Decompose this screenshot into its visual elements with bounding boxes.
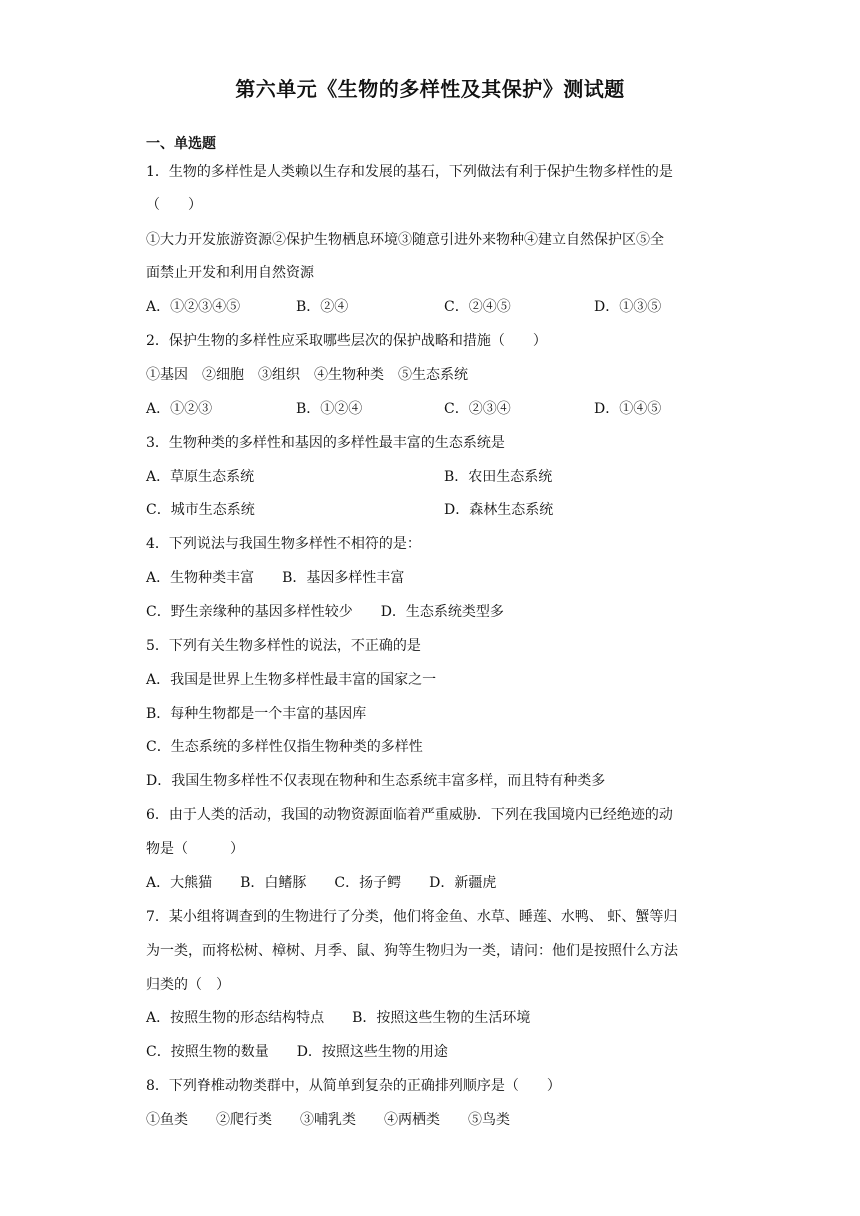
q5-option-c: C．生态系统的多样性仅指生物种类的多样性 (146, 739, 423, 755)
q6-options: A．大熊猫 B．白鳍豚 C．扬子鳄 D．新疆虎 (146, 875, 497, 891)
q5-option-b: B．每种生物都是一个丰富的基因库 (146, 706, 367, 722)
q7-options-line-2: C．按照生物的数量 D．按照这些生物的用途 (146, 1044, 448, 1060)
q1-stem-line-1: 1．生物的多样性是人类赖以生存和发展的基石，下列做法有利于保护生物多样性的是 (146, 164, 673, 180)
q3-option-d: D．森林生态系统 (444, 502, 554, 518)
q7-options-line-1: A．按照生物的形态结构特点 B．按照这些生物的生活环境 (146, 1010, 531, 1026)
section-heading: 一、单选题 (146, 136, 216, 152)
q7-stem-line-2: 为一类，而将松树、樟树、月季、鼠、狗等生物归为一类，请问：他们是按照什么方法 (146, 943, 678, 959)
q3-stem: 3．生物种类的多样性和基因的多样性最丰富的生态系统是 (146, 435, 505, 451)
q8-stem: 8．下列脊椎动物类群中，从简单到复杂的正确排列顺序是（ ） (146, 1078, 561, 1094)
q5-stem: 5．下列有关生物多样性的说法，不正确的是 (146, 638, 421, 654)
q1-option-b: B．②④ (296, 299, 349, 315)
q4-stem: 4．下列说法与我国生物多样性不相符的是： (146, 536, 421, 552)
q5-option-d: D．我国生物多样性不仅表现在物种和生态系统丰富多样，而且特有种类多 (146, 773, 606, 789)
page-title: 第六单元《生物的多样性及其保护》测试题 (235, 77, 625, 101)
q7-stem-line-3: 归类的（ ） (146, 977, 230, 993)
q3-option-b: B．农田生态系统 (444, 469, 553, 485)
q1-option-c: C．②④⑤ (444, 299, 511, 315)
q8-items: ①鱼类 ②爬行类 ③哺乳类 ④两栖类 ⑤鸟类 (146, 1112, 510, 1128)
q4-options-line-2: C．野生亲缘种的基因多样性较少 D．生态系统类型多 (146, 604, 504, 620)
q2-option-a: A．①②③ (146, 401, 213, 417)
q1-items-line-1: ①大力开发旅游资源②保护生物栖息环境③随意引进外来物种④建立自然保护区⑤全 (146, 232, 664, 248)
q2-stem: 2．保护生物的多样性应采取哪些层次的保护战略和措施（ ） (146, 333, 547, 349)
q4-options-line-1: A．生物种类丰富 B．基因多样性丰富 (146, 570, 405, 586)
q2-items: ①基因 ②细胞 ③组织 ④生物种类 ⑤生态系统 (146, 367, 468, 383)
q3-option-c: C．城市生态系统 (146, 502, 255, 518)
q1-items-line-2: 面禁止开发和利用自然资源 (146, 265, 314, 281)
q5-option-a: A．我国是世界上生物多样性最丰富的国家之一 (146, 672, 437, 688)
q2-option-c: C．②③④ (444, 401, 511, 417)
q6-stem-line-1: 6．由于人类的活动，我国的动物资源面临着严重威胁．下列在我国境内已经绝迹的动 (146, 807, 673, 823)
q3-option-a: A．草原生态系统 (146, 469, 255, 485)
q1-option-a: A．①②③④⑤ (146, 299, 241, 315)
q6-stem-line-2: 物是（ ） (146, 841, 244, 857)
q7-stem-line-1: 7．某小组将调查到的生物进行了分类，他们将金鱼、水草、睡莲、水鸭、 虾、蟹等归 (146, 909, 678, 925)
q2-option-d: D．①④⑤ (594, 401, 662, 417)
q1-stem-line-2: （ ） (146, 197, 202, 213)
q2-option-b: B．①②④ (296, 401, 363, 417)
q1-option-d: D．①③⑤ (594, 299, 662, 315)
